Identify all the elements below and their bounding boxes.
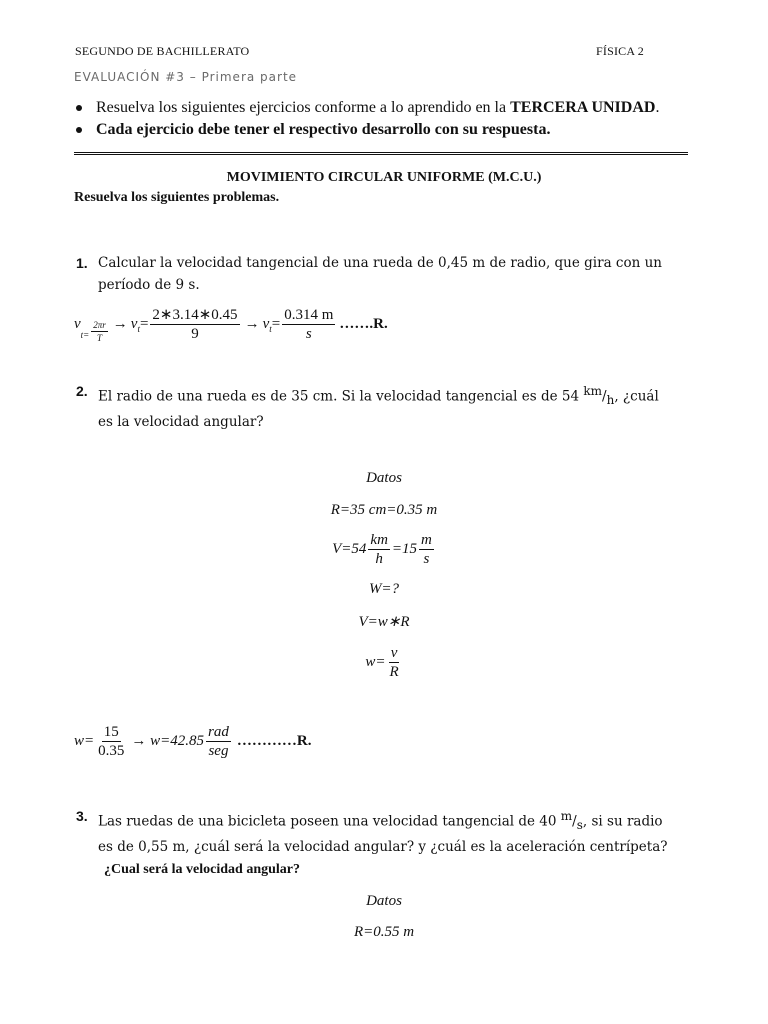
radius-eq: R=35 cm=0.35 m <box>330 502 438 518</box>
formula-eq: V=w∗R <box>358 614 410 630</box>
instruction-text: Cada ejercicio debe tener el respectivo desarrollo con su respuesta. <box>96 121 551 138</box>
problem-1 <box>76 252 668 296</box>
unknown-eq: W=? <box>368 581 400 597</box>
radius-eq: R=0.55 m <box>353 924 415 940</box>
w-formula: w= $\frac{v}{R}$ <box>365 645 399 680</box>
problem-text: El radio de una rueda es de 35 cm. Si la velocidad tangencial es de 54 $^{km}/_h$, ¿cuál es la velocidad angular? <box>98 384 659 431</box>
section-subtitle: Resuelva los siguientes problemas. <box>74 190 280 205</box>
problem-text: Calcular la velocidad tangencial de una rueda de 0,45 m de radio, que gira con un período de 9 s. <box>98 255 662 293</box>
divider <box>74 152 688 155</box>
problem-2 <box>76 380 668 433</box>
datos-label: Datos <box>366 470 402 486</box>
problem-text: Las ruedas de una bicicleta poseen una velocidad tangencial de 40 $^m/_s$, si su radio es de 0,55 m, ¿cuál será la velocidad angular? y ¿cuál es la aceleración centrípeta? <box>98 809 668 856</box>
problem-number: 3. <box>76 808 88 824</box>
problem-1-solution: v t= $\frac{2\pi r}{T}$ → v t = $\frac{2∗3.14∗0.45}{9}$ → v t = $\frac{0.314 m}{s}$ …….R. <box>74 307 388 343</box>
course-label: SEGUNDO DE BACHILLERATO <box>75 44 250 58</box>
section-title: MOVIMIENTO CIRCULAR UNIFORME (M.C.U.) <box>226 170 542 185</box>
evaluation-label: EVALUACIÓN #3 – Primera parte <box>74 70 298 84</box>
problem-number: 2. <box>76 383 88 399</box>
bullet-icon <box>76 127 82 133</box>
datos-label: Datos <box>366 893 402 909</box>
instruction-text: Resuelva los siguientes ejercicios conforme a lo aprendido en la TERCERA UNIDAD. <box>96 99 660 116</box>
velocity-eq: V=54 $\frac{km}{h}$ =15 $\frac{m}{s}$ <box>332 532 432 567</box>
instructions-list <box>76 97 659 141</box>
bullet-icon <box>76 105 82 111</box>
problem-2-result: w= $\frac{15}{0.35}$ → w=42.85 $\frac{\text{rad}}{\text{seg}}$ …………R. <box>74 724 312 759</box>
problem-number: 1. <box>76 255 88 271</box>
subject-label: FÍSICA 2 <box>596 44 644 58</box>
sub-question: ¿Cual será la velocidad angular? <box>104 862 301 877</box>
instruction-item <box>76 97 659 119</box>
instruction-item <box>76 119 659 141</box>
problem-3 <box>76 805 668 858</box>
